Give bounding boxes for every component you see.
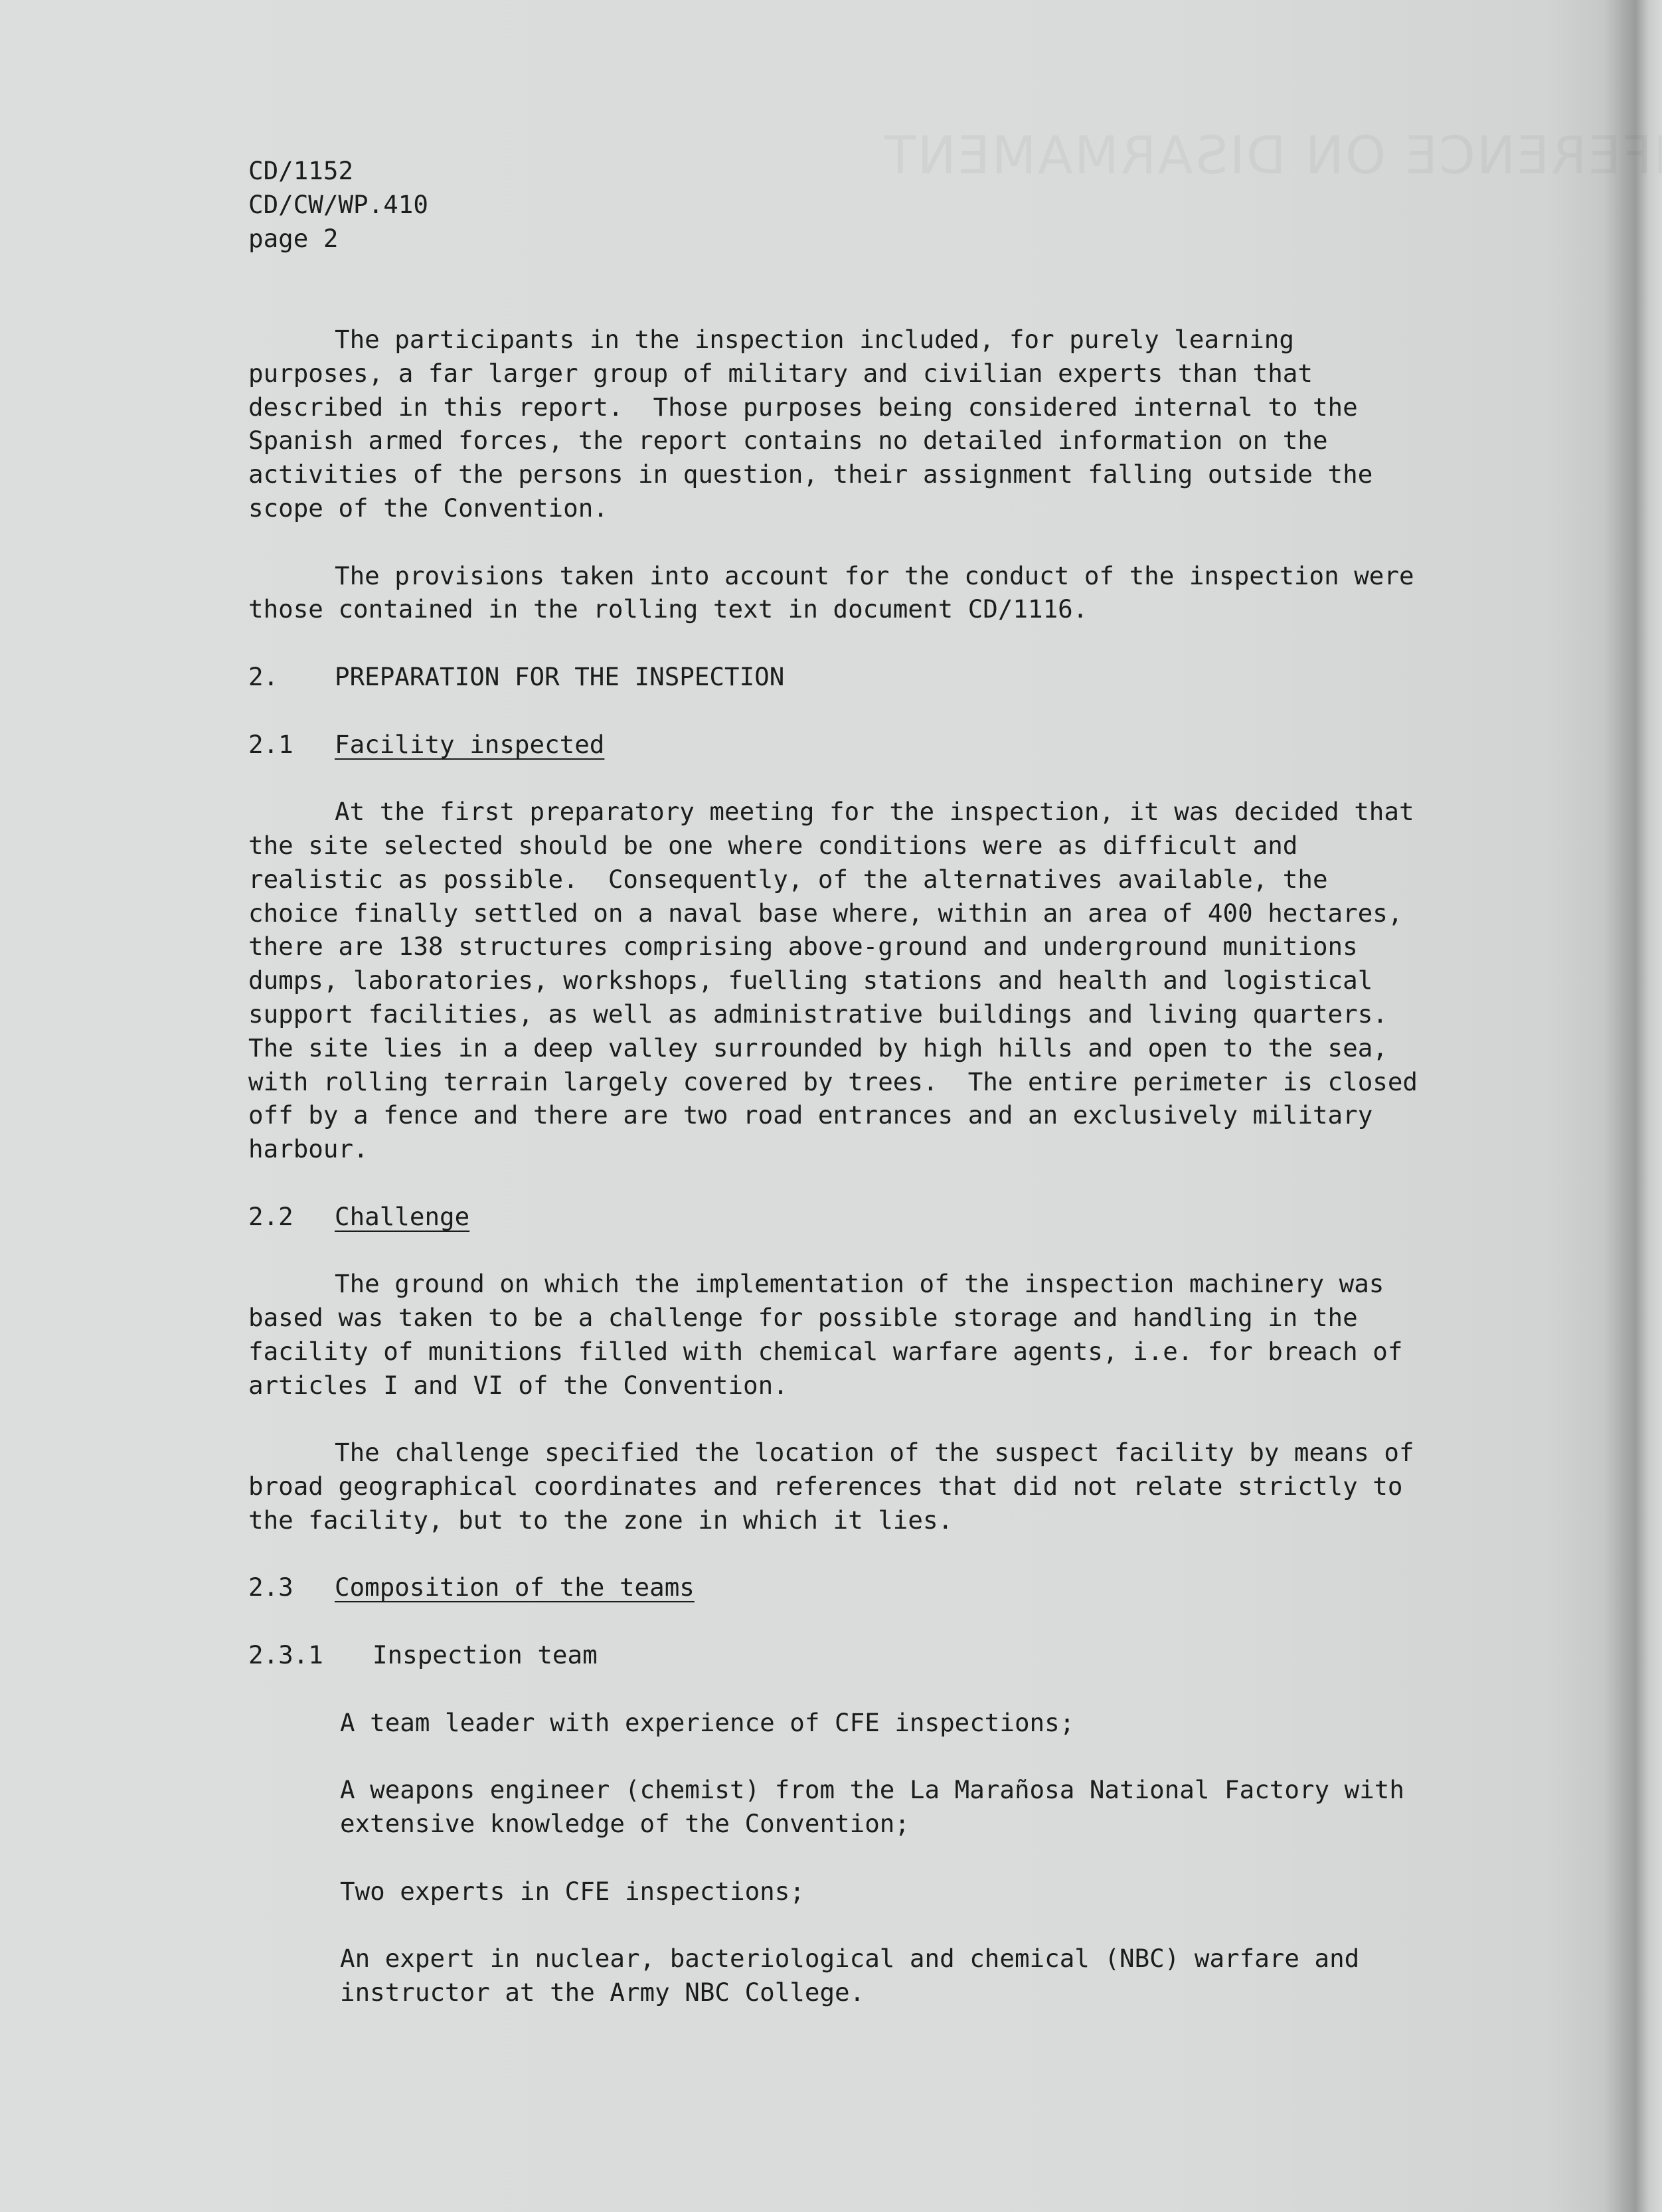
text-line: described in this report. Those purposes being considered internal to the [248, 392, 1358, 422]
text-line: facility of munitions filled with chemical warfare agents, i.e. for breach of [248, 1336, 1403, 1366]
location-paragraph [248, 1436, 1590, 1470]
text-line: harbour. [248, 1134, 369, 1164]
text-line: A team leader with experience of CFE inspections; [340, 1707, 1075, 1737]
intro-paragraph [248, 323, 1590, 357]
section-number: 2.3 [248, 1573, 293, 1602]
intro-paragraph-body [248, 357, 1590, 525]
team-member-item [248, 1773, 1590, 1841]
text-line: those contained in the rolling text in document CD/1116. [248, 594, 1088, 624]
document-symbol: CD/1152 [248, 156, 354, 185]
text-line: Spanish armed forces, the report contains no detailed information on the [248, 426, 1328, 456]
facility-paragraph [248, 795, 1590, 829]
text-line: based was taken to be a challenge for possible storage and handling in the [248, 1303, 1358, 1333]
text-line: The site lies in a deep valley surrounded by high hills and open to the sea, [248, 1033, 1388, 1063]
section-title: Composition of the teams [335, 1573, 695, 1602]
section-title: Challenge [335, 1201, 470, 1231]
text-line: The provisions taken into account for the conduct of the inspection were [335, 560, 1414, 590]
document-body [248, 154, 1590, 2009]
text-line: purposes, a far larger group of military and civilian experts than that [248, 358, 1313, 388]
text-line: At the first preparatory meeting for the inspection, it was decided that [335, 797, 1414, 827]
text-line: broad geographical coordinates and references that did not relate strictly to [248, 1472, 1403, 1501]
section-title: Facility inspected [335, 729, 605, 759]
text-line: realistic as possible. Consequently, of the alternatives available, the [248, 864, 1328, 894]
challenge-paragraph [248, 1267, 1590, 1301]
section-heading-2-2 [248, 1200, 1590, 1234]
provisions-paragraph [248, 559, 1590, 593]
section-heading-2-1 [248, 728, 1590, 762]
team-member-item [248, 1942, 1590, 2009]
text-line: articles I and VI of the Convention. [248, 1370, 788, 1400]
text-line: there are 138 structures comprising above-ground and underground munitions [248, 932, 1358, 962]
page-number: page 2 [248, 223, 339, 253]
text-line: support facilities, as well as administrative buildings and living quarters. [248, 999, 1388, 1029]
text-line: off by a fence and there are two road entrances and an exclusively military [248, 1100, 1373, 1130]
text-line: extensive knowledge of the Convention; [340, 1809, 910, 1839]
text-line: An expert in nuclear, bacteriological and chemical (NBC) warfare and [340, 1944, 1360, 1974]
text-line: Two experts in CFE inspections; [340, 1876, 805, 1906]
section-title: Inspection team [373, 1640, 598, 1670]
text-line: activities of the persons in question, their assignment falling outside the [248, 460, 1373, 489]
location-paragraph-body [248, 1470, 1590, 1537]
text-line: choice finally settled on a naval base where, within an area of 400 hectares, [248, 898, 1403, 928]
section-heading-2 [248, 660, 1590, 694]
section-title: PREPARATION FOR THE INSPECTION [335, 661, 785, 691]
team-member-item [248, 1875, 1590, 1909]
working-paper-symbol: CD/CW/WP.410 [248, 189, 428, 219]
text-line: scope of the Convention. [248, 493, 608, 523]
text-line: The participants in the inspection included, for purely learning [335, 324, 1294, 354]
text-line: The ground on which the implementation of the inspection machinery was [335, 1269, 1384, 1299]
section-heading-2-3 [248, 1571, 1590, 1604]
text-line: A weapons engineer (chemist) from the La Marañosa National Factory with [340, 1775, 1404, 1805]
text-line: the site selected should be one where conditions were as difficult and [248, 830, 1298, 860]
section-number: 2.3.1 [248, 1640, 323, 1670]
section-number: 2.1 [248, 729, 293, 759]
text-line: the facility, but to the zone in which it lies. [248, 1505, 954, 1535]
provisions-paragraph-body [248, 592, 1590, 626]
section-number: 2. [248, 661, 279, 691]
text-line: with rolling terrain largely covered by trees. The entire perimeter is closed [248, 1066, 1418, 1096]
section-number: 2.2 [248, 1201, 293, 1231]
section-heading-2-3-1 [248, 1638, 1590, 1672]
document-header [248, 154, 1590, 255]
challenge-paragraph-body [248, 1301, 1590, 1402]
team-member-item [248, 1706, 1590, 1740]
facility-paragraph-body [248, 829, 1590, 1166]
text-line: The challenge specified the location of the suspect facility by means of [335, 1438, 1414, 1468]
text-line: instructor at the Army NBC College. [340, 1978, 865, 2007]
text-line: dumps, laboratories, workshops, fuelling stations and health and logistical [248, 966, 1373, 995]
